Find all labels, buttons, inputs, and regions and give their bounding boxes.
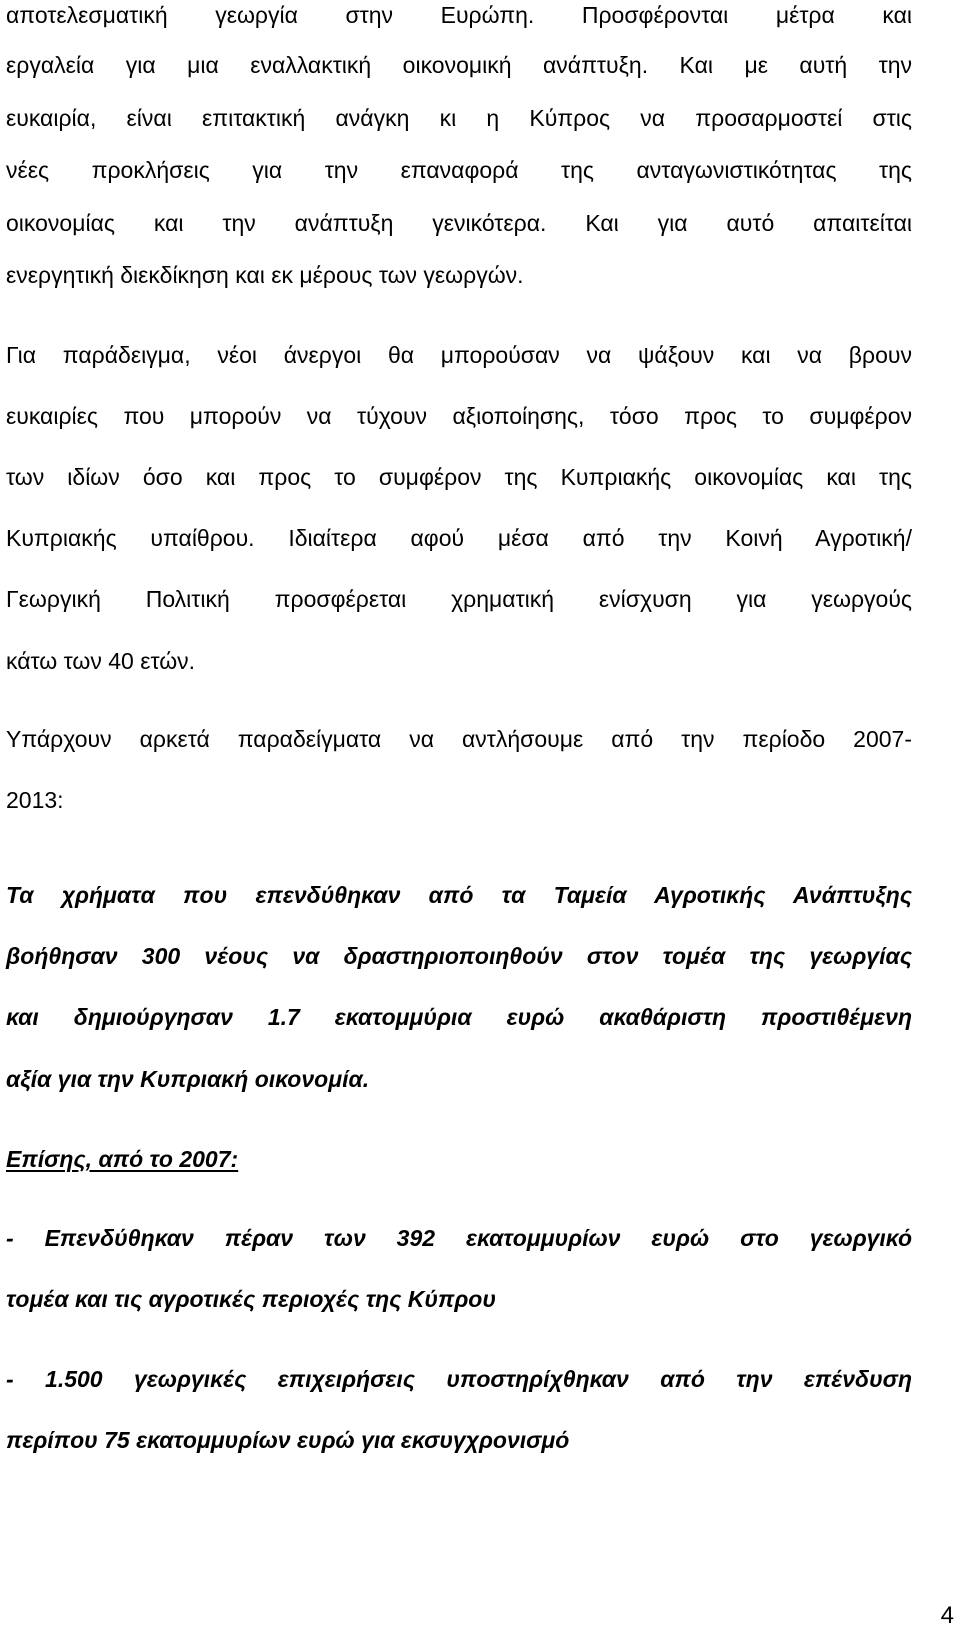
- text-line: ευκαιρίες που μπορούν να τύχουν αξιοποίησης, τόσο προς το συμφέρον: [6, 403, 912, 429]
- text-line: των ιδίων όσο και προς το συμφέρον της Κυπριακής οικονομίας και της: [6, 464, 912, 490]
- bullet-line: - 1.500 γεωργικές επιχειρήσεις υποστηρίχθηκαν από την επένδυση: [6, 1366, 912, 1392]
- text-line: κάτω των 40 ετών.: [6, 648, 196, 674]
- text-line: βοήθησαν 300 νέους να δραστηριοποιηθούν στον τομέα της γεωργίας: [6, 943, 912, 969]
- bullet-line: περίπου 75 εκατομμυρίων ευρώ για εκσυγχρονισμό: [6, 1427, 570, 1453]
- text-line: Για παράδειγμα, νέοι άνεργοι θα μπορούσαν να ψάξουν και να βρουν: [6, 342, 912, 368]
- text-line: Τα χρήματα που επενδύθηκαν από τα Ταμεία Αγροτικής Ανάπτυξης: [6, 882, 912, 908]
- text-line: αποτελεσματική γεωργία στην Ευρώπη. Προσφέρονται μέτρα και: [6, 2, 912, 28]
- text-line: και δημιούργησαν 1.7 εκατομμύρια ευρώ ακαθάριστη προστιθέμενη: [6, 1004, 912, 1030]
- text-line: αξία για την Κυπριακή οικονομία.: [6, 1066, 370, 1092]
- text-line: ευκαιρία, είναι επιτακτική ανάγκη κι η Κύπρος να προσαρμοστεί στις: [6, 105, 912, 131]
- section-heading: Επίσης, από το 2007:: [6, 1146, 239, 1172]
- text-line: οικονομίας και την ανάπτυξη γενικότερα. Και για αυτό απαιτείται: [6, 210, 912, 236]
- text-line: νέες προκλήσεις για την επαναφορά της ανταγωνιστικότητας της: [6, 157, 912, 183]
- text-line: 2013:: [6, 787, 64, 813]
- text-line: Υπάρχουν αρκετά παραδείγματα να αντλήσουμε από την περίοδο 2007-: [6, 726, 912, 752]
- text-line: Κυπριακής υπαίθρου. Ιδιαίτερα αφού μέσα από την Κοινή Αγροτική/: [6, 525, 912, 551]
- text-line: ενεργητική διεκδίκηση και εκ μέρους των γεωργών.: [6, 262, 524, 288]
- bullet-line: τομέα και τις αγροτικές περιοχές της Κύπρου: [6, 1286, 496, 1312]
- bullet-line: - Επενδύθηκαν πέραν των 392 εκατομμυρίων ευρώ στο γεωργικό: [6, 1225, 912, 1251]
- text-line: Γεωργική Πολιτική προσφέρεται χρηματική ενίσχυση για γεωργούς: [6, 586, 912, 612]
- page-number: 4: [940, 1602, 954, 1629]
- text-line: εργαλεία για μια εναλλακτική οικονομική ανάπτυξη. Και με αυτή την: [6, 52, 912, 78]
